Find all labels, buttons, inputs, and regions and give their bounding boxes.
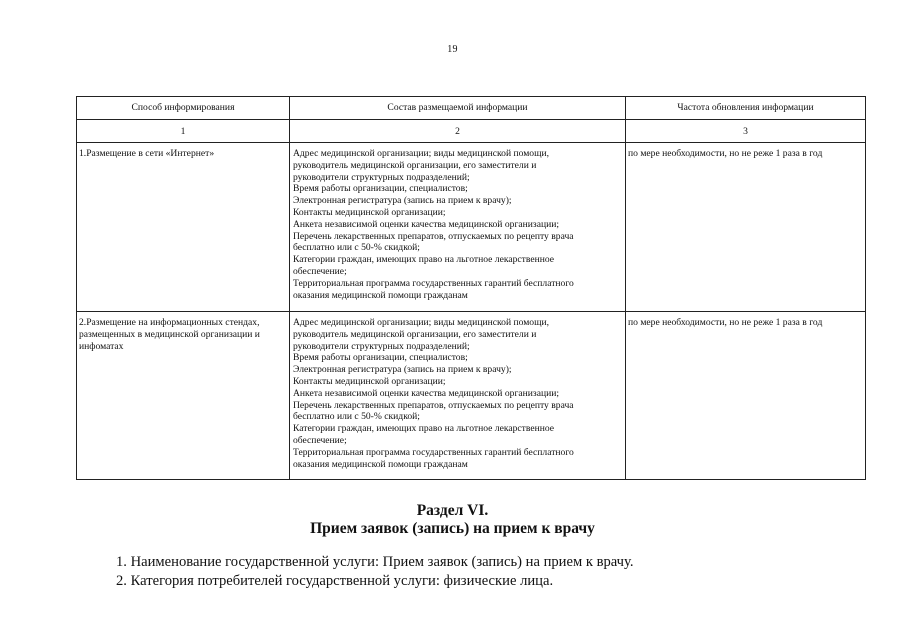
column-number-1: 1 (77, 120, 290, 143)
content-line: Контакты медицинской организации; (293, 375, 446, 387)
content-line: Категории граждан, имеющих право на льготное лекарственное (293, 423, 555, 435)
header-content: Состав размещаемой информации (290, 97, 626, 120)
content-line: оказания медицинской помощи гражданам (293, 458, 468, 470)
table-header-row (77, 97, 866, 120)
method-line: размещенных в медицинской организации и (79, 328, 260, 340)
content-line: руководители структурных подразделений; (293, 340, 470, 352)
content-line: Территориальная программа государственных гарантий бесплатного (293, 446, 574, 458)
content-line: бесплатно или с 50-% скидкой; (293, 242, 420, 254)
frequency-text: по мере необходимости, но не реже 1 раза в год (628, 148, 823, 159)
content-line: Контакты медицинской организации; (293, 206, 446, 218)
method-cell (77, 312, 290, 480)
table-row (77, 143, 866, 312)
content-line: бесплатно или с 50-% скидкой; (293, 411, 420, 423)
list-item: 1. Наименование государственной услуги: Прием заявок (запись) на прием к врачу. (116, 554, 634, 570)
content-line: руководители структурных подразделений; (293, 171, 470, 183)
content-line: Электронная регистратура (запись на прием к врачу); (293, 364, 512, 376)
table-row (77, 312, 866, 480)
column-number-row (77, 120, 866, 143)
content-line: Адрес медицинской организации; виды медицинской помощи, (293, 317, 550, 328)
content-line: Электронная регистратура (запись на прием к врачу); (293, 195, 512, 207)
information-table (76, 96, 866, 480)
frequency-cell (626, 143, 866, 312)
header-frequency: Частота обновления информации (626, 97, 866, 120)
content-line: Категории граждан, имеющих право на льготное лекарственное (293, 254, 555, 266)
content-line: обеспечение; (293, 434, 347, 446)
method-line: инфоматах (79, 340, 124, 352)
content-line: обеспечение; (293, 265, 347, 277)
list-item: 2. Категория потребителей государственной услуги: физические лица. (116, 572, 554, 589)
content-line: руководитель медицинской организации, его заместители и (293, 159, 537, 171)
content-cell (290, 312, 626, 480)
content-line: Перечень лекарственных препаратов, отпускаемых по рецепту врача (293, 399, 574, 411)
content-line: Анкета независимой оценки качества медицинской организации; (293, 387, 560, 399)
column-number-3: 3 (626, 120, 866, 143)
method-line: 2.Размещение на информационных стендах, (79, 317, 260, 328)
content-line: Территориальная программа государственных гарантий бесплатного (293, 277, 574, 289)
header-method: Способ информирования (77, 97, 290, 120)
content-line: Адрес медицинской организации; виды медицинской помощи, (293, 148, 550, 159)
content-cell (290, 143, 626, 312)
method-cell (77, 143, 290, 312)
content-line: Перечень лекарственных препаратов, отпускаемых по рецепту врача (293, 230, 574, 242)
method-line: 1.Размещение в сети «Интернет» (79, 148, 215, 159)
content-line: Анкета независимой оценки качества медицинской организации; (293, 218, 560, 230)
frequency-text: по мере необходимости, но не реже 1 раза в год (628, 317, 823, 328)
service-info-list (116, 553, 634, 590)
content-line: оказания медицинской помощи гражданам (293, 289, 468, 301)
content-line: Время работы организации, специалистов; (293, 183, 468, 195)
frequency-cell (626, 312, 866, 480)
content-line: Время работы организации, специалистов; (293, 352, 468, 364)
page-number: 19 (447, 44, 458, 55)
section-title: Прием заявок (запись) на прием к врачу (310, 520, 595, 537)
column-number-2: 2 (290, 120, 626, 143)
section-label: Раздел VI. (416, 502, 489, 519)
content-line: руководитель медицинской организации, его заместители и (293, 328, 537, 340)
